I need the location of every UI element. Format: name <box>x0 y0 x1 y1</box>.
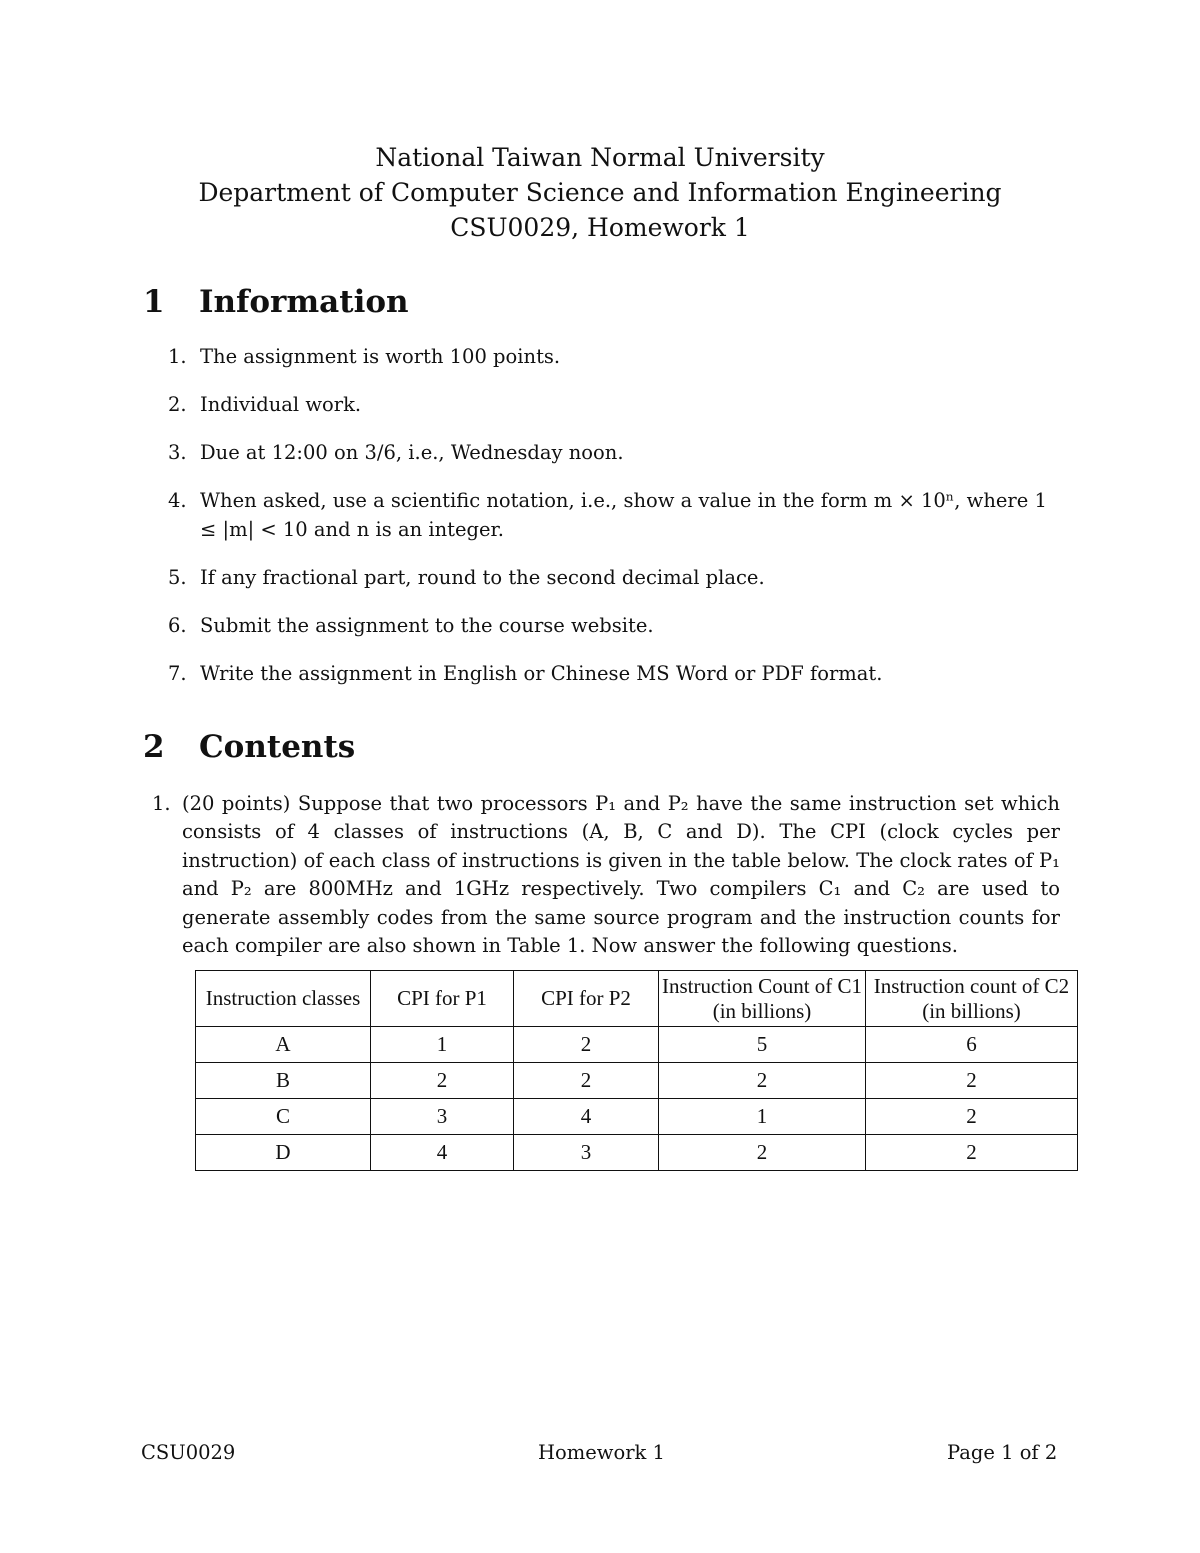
column-header: CPI for P2 <box>514 971 659 1027</box>
question-number: 1. <box>152 792 171 815</box>
list-item-text: Individual work. <box>200 393 362 416</box>
column-header: Instruction count of C2 (in billions) <box>866 971 1078 1027</box>
column-header: Instruction classes <box>196 971 371 1027</box>
table-row <box>196 1099 1078 1135</box>
section-2-heading <box>143 729 355 765</box>
list-item <box>168 660 1060 689</box>
section-title: Contents <box>199 729 356 765</box>
list-item <box>168 391 1060 420</box>
table-row <box>196 1063 1078 1099</box>
table-cell: 4 <box>371 1135 514 1171</box>
list-item-number: 7. <box>168 662 187 685</box>
table-cell: 4 <box>514 1099 659 1135</box>
table-cell: 2 <box>659 1063 866 1099</box>
table-cell: 2 <box>514 1027 659 1063</box>
table-cell: 5 <box>659 1027 866 1063</box>
list-item-text: When asked, use a scientific notation, i.e., show a value in the form m × 10ⁿ, where 1 ≤ |m| < 10 and n is an integer. <box>200 489 1047 541</box>
list-item-number: 1. <box>168 345 187 368</box>
column-header: Instruction Count of C1 (in billions) <box>659 971 866 1027</box>
list-item-number: 2. <box>168 393 187 416</box>
table-row <box>196 1027 1078 1063</box>
question-1 <box>152 790 1060 960</box>
department-name: Department of Computer Science and Information Engineering <box>198 178 1002 207</box>
table-cell: 6 <box>866 1027 1078 1063</box>
table-cell: B <box>196 1063 371 1099</box>
table-header-row <box>196 971 1078 1027</box>
list-item-number: 4. <box>168 489 187 512</box>
university-name: National Taiwan Normal University <box>375 143 825 172</box>
list-item <box>168 343 1060 372</box>
list-item <box>168 612 1060 641</box>
list-item <box>168 487 1060 544</box>
question-text: (20 points) Suppose that two processors P₁ and P₂ have the same instruction set which consists of 4 classes of instructions (A, B, C and D). The CPI (clock cycles per instruction) of each class of instructions is given in the table below. The clock rates of P₁ and P₂ are 800MHz and 1GHz respectively. Two compilers C₁ and C₂ are used to generate assembly codes from the same source program and the instruction counts for each compiler are also shown in Table 1. Now answer the following questions. <box>182 792 1060 958</box>
column-header: CPI for P1 <box>371 971 514 1027</box>
list-item-text: Due at 12:00 on 3/6, i.e., Wednesday noon. <box>200 441 624 464</box>
list-item-text: Write the assignment in English or Chinese MS Word or PDF format. <box>200 662 883 685</box>
list-item-number: 5. <box>168 566 187 589</box>
table-cell: 2 <box>866 1135 1078 1171</box>
table-cell: A <box>196 1027 371 1063</box>
instruction-table <box>195 970 1078 1171</box>
table-cell: 2 <box>514 1063 659 1099</box>
section-title: Information <box>199 284 409 320</box>
table-row <box>196 1135 1078 1171</box>
section-number: 2 <box>143 729 165 765</box>
table-cell: 2 <box>659 1135 866 1171</box>
list-item-text: If any fractional part, round to the second decimal place. <box>200 566 765 589</box>
section-1-heading <box>143 284 409 320</box>
table-cell: 1 <box>371 1027 514 1063</box>
table-cell: 2 <box>866 1099 1078 1135</box>
course-title: CSU0029, Homework 1 <box>450 213 750 242</box>
document-header <box>0 140 1200 245</box>
table-cell: 1 <box>659 1099 866 1135</box>
table-cell: C <box>196 1099 371 1135</box>
list-item-text: Submit the assignment to the course website. <box>200 614 654 637</box>
footer-page-number: Page 1 of 2 <box>947 1441 1058 1464</box>
list-item-number: 3. <box>168 441 187 464</box>
table-cell: 2 <box>866 1063 1078 1099</box>
list-item-number: 6. <box>168 614 187 637</box>
list-item <box>168 564 1060 593</box>
footer-course: CSU0029 <box>141 1441 236 1464</box>
table-cell: 3 <box>514 1135 659 1171</box>
section-number: 1 <box>143 284 165 320</box>
table-cell: 3 <box>371 1099 514 1135</box>
list-item <box>168 439 1060 468</box>
footer-title: Homework 1 <box>538 1441 665 1464</box>
table-cell: 2 <box>371 1063 514 1099</box>
list-item-text: The assignment is worth 100 points. <box>200 345 561 368</box>
table-cell: D <box>196 1135 371 1171</box>
